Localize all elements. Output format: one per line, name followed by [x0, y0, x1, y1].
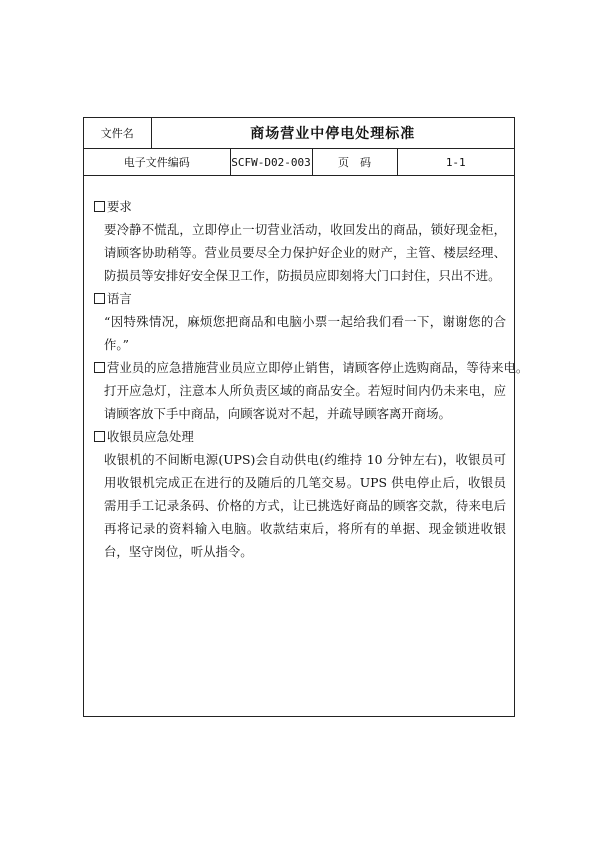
document-body	[94, 195, 529, 563]
section-heading-cashier	[94, 425, 506, 448]
requirements-paragraph: 要冷静不慌乱，立即停止一切营业活动，收回发出的商品，锁好现金柜，请顾客协助稍等。营业员要尽全力保护好企业的财产，主管、楼层经理、防损员等安排好安全保卫工作，防损员应即刻将大门口封住，只出不进。	[104, 222, 506, 283]
section-heading-requirements	[94, 195, 506, 218]
header-table	[84, 118, 514, 176]
document-sheet	[83, 117, 529, 717]
clerk-heading-text: 营业员的应急措施	[107, 360, 207, 375]
document-title: 商场营业中停电处理标准	[151, 118, 514, 149]
file-name-label: 文件名	[84, 118, 151, 149]
checkbox-icon	[94, 431, 105, 442]
section-heading-language	[94, 287, 506, 310]
language-heading-text: 语言	[107, 291, 132, 306]
checkbox-icon	[94, 293, 105, 304]
clerk-inline-text: 营业员应立即停止销售，请顾客停止选购商品，等待来电。	[206, 360, 529, 375]
checkbox-icon	[94, 362, 105, 373]
checkbox-icon	[94, 201, 105, 212]
language-paragraph: “因特殊情况，麻烦您把商品和电脑小票一起给我们看一下，谢谢您的合作。”	[104, 314, 506, 352]
cashier-paragraph: 收银机的不间断电源(UPS)会自动供电(约维持 10 分钟左右)，收银员可用收银机完成正在进行的及随后的几笔交易。UPS 供电停止后，收银员需用手工记录条码、价格的方式，让已挑选好商品的顾客交款，待来电后再将记录的资料输入电脑。收款结束后，将所有的单据、现金锁进收银台，坚守岗位，听从指令。	[104, 452, 506, 559]
code-value: SCFW-D02-003	[230, 149, 312, 176]
page-label: 页 码	[312, 149, 397, 176]
clerk-paragraph: 打开应急灯，注意本人所负责区域的商品安全。若短时间内仍未来电，应请顾客放下手中商品，向顾客说对不起，并疏导顾客离开商场。	[104, 383, 506, 421]
section-heading-clerk	[94, 356, 529, 379]
page-value: 1-1	[397, 149, 514, 176]
e-code-label: 电子文件编码	[84, 149, 230, 176]
requirements-heading-text: 要求	[107, 199, 132, 214]
cashier-heading-text: 收银员应急处理	[107, 429, 194, 444]
